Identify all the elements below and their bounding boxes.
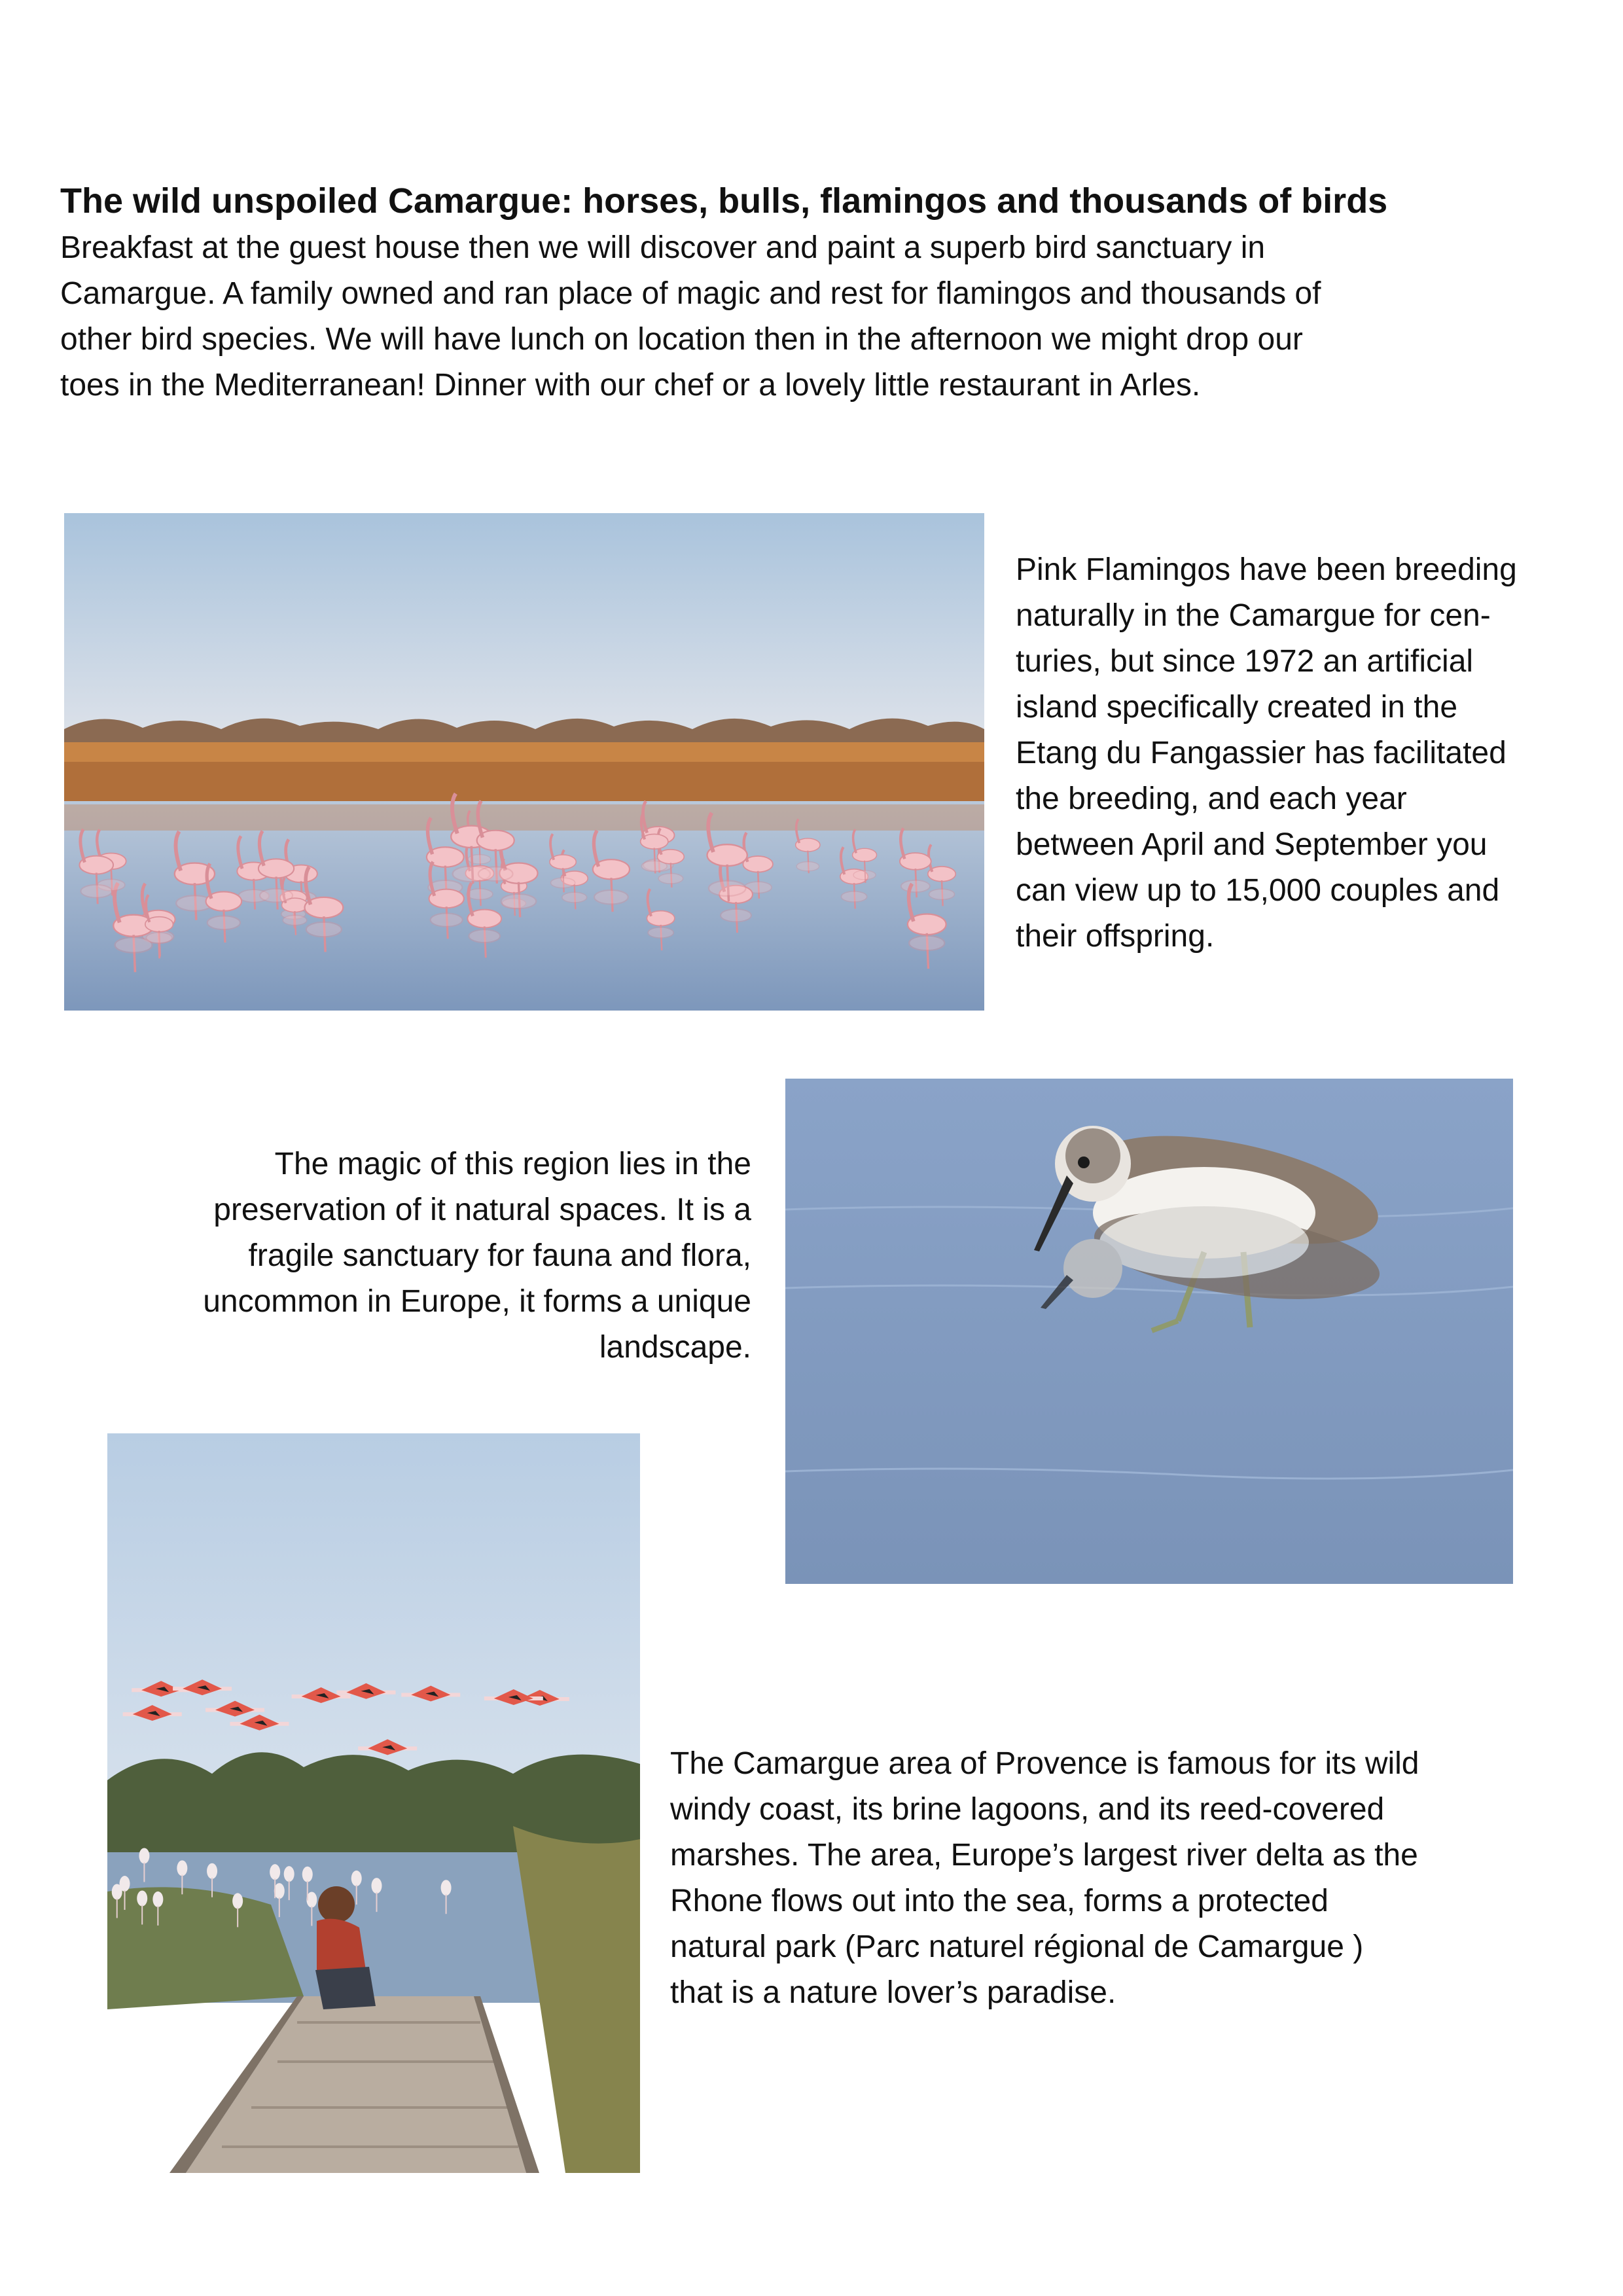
page-title: The wild unspoiled Camargue: horses, bulls, flamingos and thousands of birds [60, 181, 1388, 221]
paragraph-line: fragile sanctuary for fauna and flora, [248, 1238, 751, 1273]
paragraph-line: Pink Flamingos have been breeding [1016, 552, 1517, 587]
paragraph-line: turies, but since 1972 an artificial [1016, 644, 1474, 679]
flamingos-in-lagoon-photo [64, 513, 984, 1011]
paragraph-line: the breeding, and each year [1016, 781, 1407, 816]
paragraph-line: The magic of this region lies in the [274, 1147, 751, 1181]
flamingo-breeding-paragraph [1016, 547, 1517, 960]
camargue-area-paragraph [670, 1741, 1419, 2016]
intro-line: other bird species. We will have lunch on location then in the afternoon we might drop our [60, 322, 1303, 357]
paragraph-line: natural park (Parc naturel régional de Camargue ) [670, 1929, 1364, 1964]
paragraph-line: landscape. [599, 1330, 751, 1365]
paragraph-line: marshes. The area, Europe’s largest river delta as the [670, 1838, 1418, 1873]
paragraph-line: naturally in the Camargue for cen- [1016, 598, 1491, 633]
paragraph-line: island specifically created in the [1016, 690, 1458, 725]
paragraph-line: preservation of it natural spaces. It is a [213, 1193, 751, 1227]
paragraph-line: can view up to 15,000 couples and [1016, 873, 1500, 908]
wading-sandpiper-photo [785, 1079, 1513, 1584]
paragraph-line: their offspring. [1016, 919, 1215, 954]
paragraph-line: Etang du Fangassier has facilitated [1016, 736, 1507, 770]
region-magic-paragraph [98, 1141, 751, 1371]
intro-paragraph [60, 225, 1321, 408]
paragraph-line: between April and September you [1016, 827, 1488, 862]
intro-line: Breakfast at the guest house then we will discover and paint a superb bird sanctuary in [60, 230, 1266, 265]
paragraph-line: that is a nature lover’s paradise. [670, 1975, 1116, 2010]
boardwalk-flying-flamingos-photo [107, 1433, 640, 2173]
paragraph-line: windy coast, its brine lagoons, and its reed-covered [670, 1792, 1385, 1827]
paragraph-line: uncommon in Europe, it forms a unique [203, 1284, 751, 1319]
intro-line: toes in the Mediterranean! Dinner with our chef or a lovely little restaurant in Arles. [60, 368, 1201, 403]
paragraph-line: The Camargue area of Provence is famous for its wild [670, 1746, 1419, 1781]
intro-line: Camargue. A family owned and ran place of magic and rest for flamingos and thousands of [60, 276, 1321, 311]
paragraph-line: Rhone flows out into the sea, forms a protected [670, 1884, 1329, 1918]
